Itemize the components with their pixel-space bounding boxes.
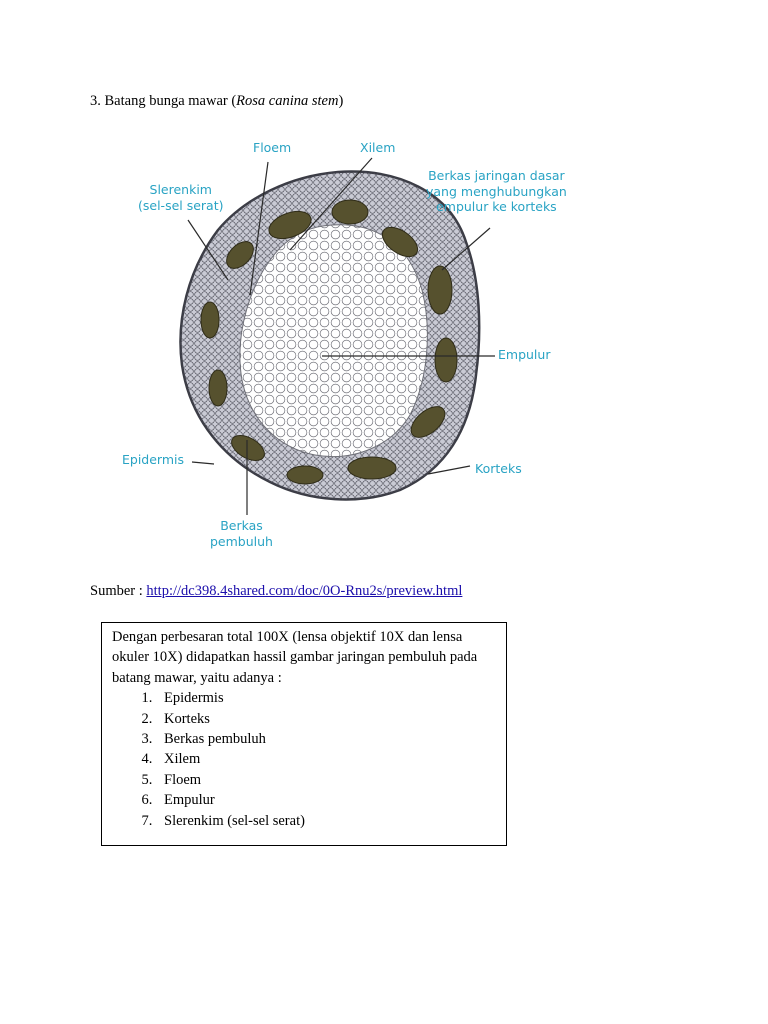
bundle — [428, 266, 452, 314]
bundle — [332, 200, 368, 224]
label-slerenkim-line2: (sel-sel serat) — [138, 197, 224, 213]
label-epidermis: Epidermis — [122, 452, 185, 467]
label-empulur: Empulur — [498, 347, 551, 362]
source-line — [90, 583, 462, 600]
list-item: 5. Floem — [156, 770, 496, 790]
list-item: 1. Epidermis — [156, 688, 496, 708]
bundle — [435, 338, 457, 382]
label-slerenkim-line1: Slerenkim — [149, 182, 212, 197]
list-item: 3. Berkas pembuluh — [156, 729, 496, 749]
observation-intro: Dengan perbesaran total 100X (lensa objektif 10X dan lensa okuler 10X) didapatkan hassil gambar jaringan pembuluh pada batang mawar, yaitu adanya : — [112, 629, 478, 686]
label-korteks: Korteks — [475, 461, 522, 476]
label-berkas-dasar-line3: empulur ke korteks — [436, 199, 557, 215]
label-berkas-jaringan-dasar — [426, 168, 567, 215]
observation-list — [112, 688, 496, 831]
heading-text: Batang bunga mawar ( — [104, 93, 237, 109]
bundle — [209, 370, 227, 406]
label-slerenkim — [138, 182, 224, 213]
list-item: 6. Empulur — [156, 790, 496, 810]
heading-italic-name: Rosa canina stem — [236, 93, 339, 109]
label-xilem: Xilem — [360, 140, 396, 155]
label-floem: Floem — [253, 140, 292, 155]
label-berkas-pembuluh-line1: Berkas — [220, 518, 263, 533]
source-link[interactable]: http://dc398.4shared.com/doc/0O-Rnu2s/preview.html — [146, 583, 463, 599]
leader-epidermis — [192, 462, 214, 464]
heading-close: ) — [338, 93, 344, 109]
stem-cross-section-figure — [110, 130, 570, 560]
heading-number: 3. — [90, 93, 101, 109]
list-item: 7. Slerenkim (sel-sel serat) — [156, 811, 496, 831]
list-item: 4. Xilem — [156, 749, 496, 769]
section-heading — [90, 93, 343, 110]
label-berkas-dasar-line2: yang menghubungkan — [426, 183, 567, 199]
bundle — [287, 466, 323, 484]
observation-box — [101, 622, 507, 846]
label-berkas-dasar-line1: Berkas jaringan dasar — [428, 168, 565, 183]
label-berkas-pembuluh — [210, 518, 273, 549]
bundle — [201, 302, 219, 338]
bundle — [348, 457, 396, 479]
list-item: 2. Korteks — [156, 709, 496, 729]
source-prefix: Sumber : — [90, 583, 147, 599]
label-berkas-pembuluh-line2: pembuluh — [210, 533, 273, 549]
